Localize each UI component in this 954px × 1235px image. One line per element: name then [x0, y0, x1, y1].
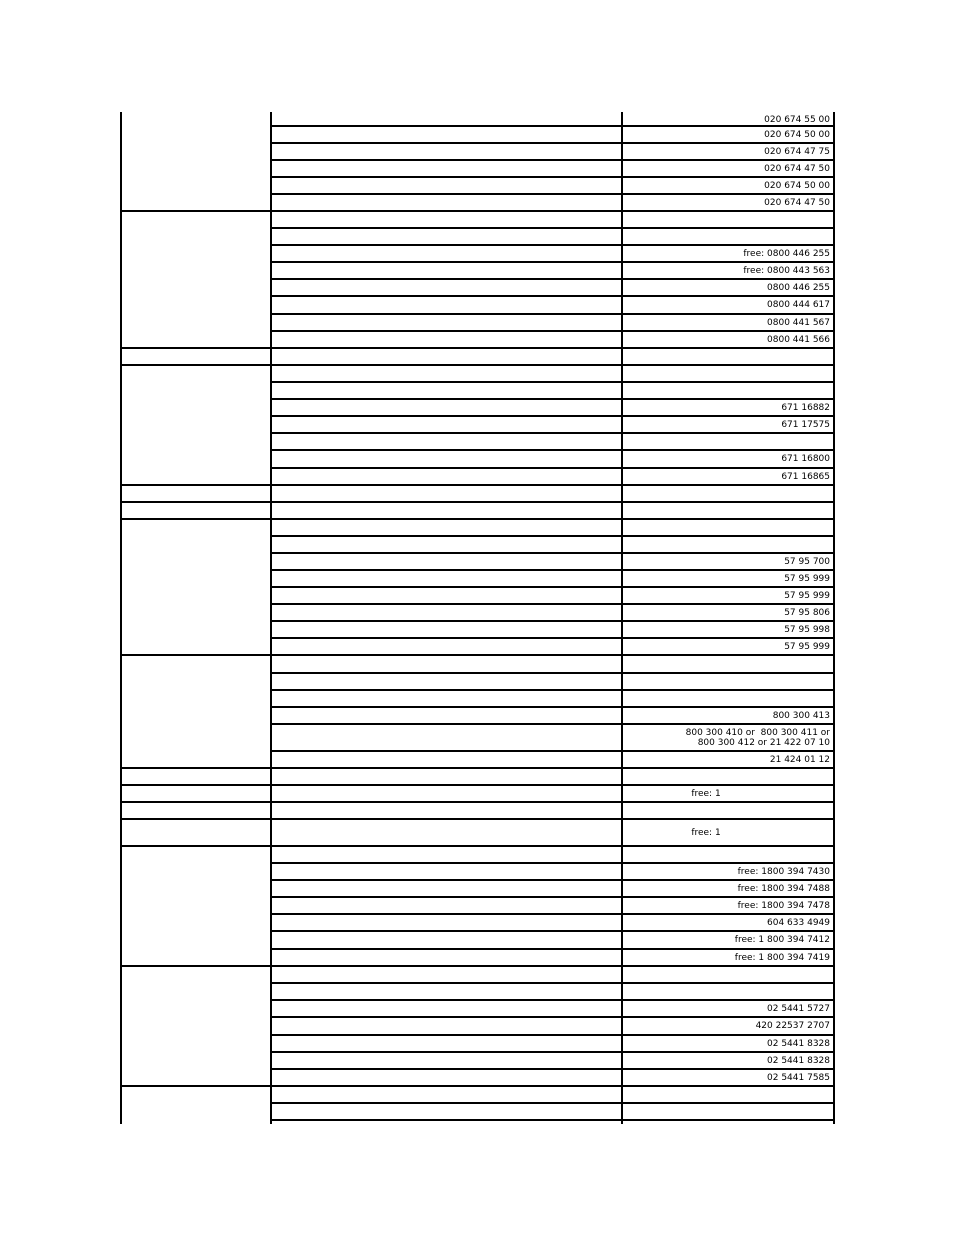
contact-table [120, 112, 834, 1124]
number-row-divider [621, 620, 835, 622]
column-divider-right [833, 112, 835, 1124]
number-row-divider [621, 552, 835, 554]
country-row-divider [120, 1085, 272, 1087]
phone-number-cell: 0800 441 566 [767, 335, 830, 345]
phone-number-cell: free: 1 800 394 7412 [734, 935, 830, 945]
number-row-divider [621, 244, 835, 246]
country-row-divider [120, 801, 272, 803]
country-row-divider [120, 518, 272, 520]
number-row-divider [621, 913, 835, 915]
service-row-divider [270, 784, 623, 786]
service-row-divider [270, 295, 623, 297]
service-row-divider [270, 654, 623, 656]
phone-number-cell: 671 17575 [781, 420, 830, 430]
phone-number-cell: 020 674 47 50 [764, 198, 830, 208]
country-row-divider [120, 767, 272, 769]
service-row-divider [270, 999, 623, 1001]
service-row-divider [270, 672, 623, 674]
number-row-divider [621, 227, 835, 229]
number-row-divider [621, 449, 835, 451]
phone-number-cell: 800 300 413 [772, 711, 830, 721]
number-row-divider [621, 879, 835, 881]
phone-number-cell: free: 0800 443 563 [743, 266, 830, 276]
number-row-divider [621, 125, 835, 127]
country-row-divider [120, 784, 272, 786]
number-row-divider [621, 1034, 835, 1036]
number-row-divider [621, 364, 835, 366]
number-row-divider [621, 467, 835, 469]
service-row-divider [270, 930, 623, 932]
number-row-divider [621, 193, 835, 195]
phone-number-cell: 02 5441 8328 [767, 1039, 830, 1049]
number-row-divider [621, 689, 835, 691]
number-row-divider [621, 261, 835, 263]
number-row-divider [621, 295, 835, 297]
phone-number-cell: free: 1 [691, 789, 721, 799]
number-row-divider [621, 381, 835, 383]
country-row-divider [120, 347, 272, 349]
service-row-divider [270, 1119, 623, 1121]
service-row-divider [270, 620, 623, 622]
number-row-divider [621, 982, 835, 984]
number-row-divider [621, 654, 835, 656]
service-row-divider [270, 1051, 623, 1053]
service-row-divider [270, 142, 623, 144]
service-row-divider [270, 1034, 623, 1036]
phone-number-cell: 57 95 999 [784, 642, 830, 652]
phone-number-cell: 671 16865 [781, 472, 830, 482]
service-row-divider [270, 381, 623, 383]
service-row-divider [270, 689, 623, 691]
service-row-divider [270, 501, 623, 503]
country-row-divider [120, 965, 272, 967]
service-row-divider [270, 706, 623, 708]
number-row-divider [621, 845, 835, 847]
phone-number-cell: 21 424 01 12 [769, 755, 830, 765]
number-row-divider [621, 518, 835, 520]
number-row-divider [621, 398, 835, 400]
phone-number-cell: 020 674 55 00 [764, 115, 830, 125]
service-row-divider [270, 1102, 623, 1104]
service-row-divider [270, 862, 623, 864]
number-row-divider [621, 432, 835, 434]
number-row-divider [621, 672, 835, 674]
service-row-divider [270, 278, 623, 280]
phone-number-cell: 02 5441 5727 [767, 1004, 830, 1014]
phone-number-cell: 57 95 998 [784, 625, 830, 635]
service-row-divider [270, 535, 623, 537]
phone-number-cell: 420 22537 2707 [755, 1021, 830, 1031]
service-row-divider [270, 637, 623, 639]
service-row-divider [270, 484, 623, 486]
number-row-divider [621, 415, 835, 417]
number-row-divider [621, 569, 835, 571]
number-row-divider [621, 801, 835, 803]
phone-number-cell: free: 1 [691, 828, 721, 838]
phone-number-cell: 0800 441 567 [767, 318, 830, 328]
service-row-divider [270, 552, 623, 554]
service-row-divider [270, 818, 623, 820]
number-row-divider [621, 142, 835, 144]
phone-number-cell: free: 1800 394 7478 [737, 901, 830, 911]
service-row-divider [270, 845, 623, 847]
phone-number-cell: 02 5441 8328 [767, 1056, 830, 1066]
service-row-divider [270, 125, 623, 127]
service-row-divider [270, 449, 623, 451]
number-row-divider [621, 1085, 835, 1087]
number-row-divider [621, 535, 835, 537]
phone-number-cell: 020 674 50 00 [764, 130, 830, 140]
service-row-divider [270, 767, 623, 769]
service-row-divider [270, 415, 623, 417]
country-row-divider [120, 501, 272, 503]
service-row-divider [270, 210, 623, 212]
service-row-divider [270, 227, 623, 229]
column-divider-left [120, 112, 122, 1124]
service-row-divider [270, 603, 623, 605]
service-row-divider [270, 176, 623, 178]
country-row-divider [120, 364, 272, 366]
number-row-divider [621, 930, 835, 932]
service-row-divider [270, 896, 623, 898]
service-row-divider [270, 569, 623, 571]
number-row-divider [621, 1102, 835, 1104]
service-row-divider [270, 467, 623, 469]
service-row-divider [270, 1085, 623, 1087]
phone-number-cell: 800 300 410 or 800 300 411 or 800 300 412 or 21 422 07 10 [685, 728, 830, 748]
number-row-divider [621, 784, 835, 786]
phone-number-cell: 57 95 999 [784, 574, 830, 584]
column-divider-country [270, 112, 272, 1124]
number-row-divider [621, 767, 835, 769]
number-row-divider [621, 706, 835, 708]
phone-number-cell: free: 1800 394 7430 [737, 867, 830, 877]
phone-number-cell: free: 1 800 394 7419 [734, 953, 830, 963]
phone-number-cell: 57 95 806 [784, 608, 830, 618]
number-row-divider [621, 210, 835, 212]
number-row-divider [621, 723, 835, 725]
number-row-divider [621, 313, 835, 315]
service-row-divider [270, 965, 623, 967]
service-row-divider [270, 330, 623, 332]
service-row-divider [270, 398, 623, 400]
phone-number-cell: 604 633 4949 [767, 918, 830, 928]
service-row-divider [270, 982, 623, 984]
number-row-divider [621, 965, 835, 967]
number-row-divider [621, 999, 835, 1001]
number-row-divider [621, 1068, 835, 1070]
number-row-divider [621, 750, 835, 752]
number-row-divider [621, 1119, 835, 1121]
phone-number-cell: 671 16800 [781, 454, 830, 464]
service-row-divider [270, 159, 623, 161]
service-row-divider [270, 948, 623, 950]
phone-number-cell: 0800 446 255 [767, 283, 830, 293]
number-row-divider [621, 176, 835, 178]
country-row-divider [120, 210, 272, 212]
number-row-divider [621, 637, 835, 639]
service-row-divider [270, 723, 623, 725]
service-row-divider [270, 913, 623, 915]
service-row-divider [270, 879, 623, 881]
country-row-divider [120, 818, 272, 820]
column-divider-service [621, 112, 623, 1124]
service-row-divider [270, 1016, 623, 1018]
phone-number-cell: free: 1800 394 7488 [737, 884, 830, 894]
number-row-divider [621, 948, 835, 950]
phone-number-cell: 0800 444 617 [767, 300, 830, 310]
phone-number-cell: 020 674 47 75 [764, 147, 830, 157]
number-row-divider [621, 484, 835, 486]
service-row-divider [270, 347, 623, 349]
number-row-divider [621, 1016, 835, 1018]
service-row-divider [270, 244, 623, 246]
country-row-divider [120, 654, 272, 656]
phone-number-cell: free: 0800 446 255 [743, 249, 830, 259]
service-row-divider [270, 313, 623, 315]
service-row-divider [270, 586, 623, 588]
number-row-divider [621, 586, 835, 588]
phone-number-cell: 57 95 999 [784, 591, 830, 601]
number-row-divider [621, 818, 835, 820]
phone-number-cell: 020 674 47 50 [764, 164, 830, 174]
number-row-divider [621, 603, 835, 605]
phone-number-cell: 02 5441 7585 [767, 1073, 830, 1083]
phone-number-cell: 020 674 50 00 [764, 181, 830, 191]
service-row-divider [270, 801, 623, 803]
number-row-divider [621, 862, 835, 864]
service-row-divider [270, 432, 623, 434]
country-row-divider [120, 845, 272, 847]
service-row-divider [270, 193, 623, 195]
number-row-divider [621, 330, 835, 332]
service-row-divider [270, 518, 623, 520]
number-row-divider [621, 896, 835, 898]
number-row-divider [621, 159, 835, 161]
service-row-divider [270, 261, 623, 263]
number-row-divider [621, 501, 835, 503]
number-row-divider [621, 278, 835, 280]
country-row-divider [120, 484, 272, 486]
service-row-divider [270, 364, 623, 366]
phone-number-cell: 671 16882 [781, 403, 830, 413]
phone-number-cell: 57 95 700 [784, 557, 830, 567]
number-row-divider [621, 1051, 835, 1053]
service-row-divider [270, 1068, 623, 1070]
service-row-divider [270, 750, 623, 752]
number-row-divider [621, 347, 835, 349]
